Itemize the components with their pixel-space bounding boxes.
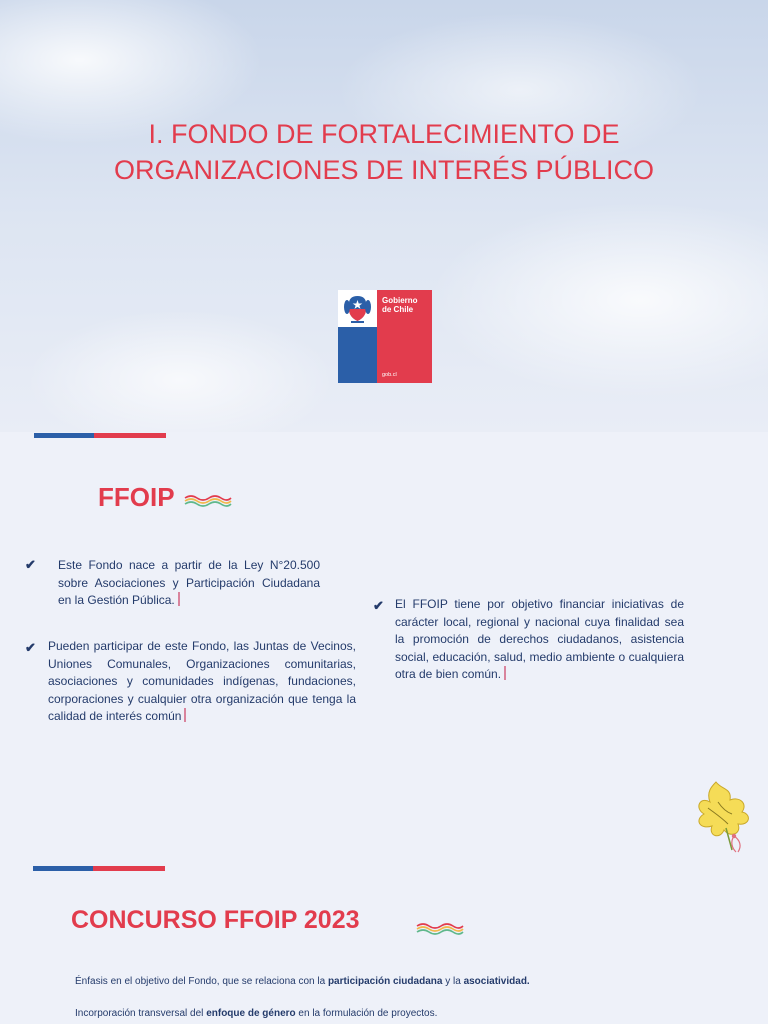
check-icon: ✔ (373, 598, 384, 613)
logo-name-line2: de Chile (382, 305, 414, 314)
coat-of-arms-icon (342, 293, 373, 324)
flag-divider-bar (34, 433, 166, 438)
ffoip-slide (0, 432, 768, 864)
bullet-fund-objective: El FFOIP tiene por objetivo financiar iniciativas de carácter local, regional y nacional cuya finalidad sea la promoción de derechos ciudadanos, asistencia social, educación, salud, medio ambiente o cualquiera otra de bien común. (395, 597, 684, 681)
ffoip-heading: FFOIP (98, 482, 175, 512)
logo-name-line1: Gobierno (382, 296, 418, 305)
title-slide (0, 0, 768, 432)
wave-decoration-icon (416, 922, 464, 936)
flag-divider-bar (33, 866, 165, 871)
flower-decoration-icon (688, 778, 758, 856)
logo-website: gob.cl (382, 372, 397, 378)
emphasis-line: Énfasis en el objetivo del Fondo, que se relaciona con la participación ciudadana y la asociatividad. (75, 976, 530, 987)
logo-blue-panel (338, 290, 377, 383)
bullet-law-origin: Este Fondo nace a partir de la Ley N°20.500 sobre Asociaciones y Participación Ciudadana en la Gestión Pública. (58, 558, 320, 607)
concurso-heading: CONCURSO FFOIP 2023 (71, 906, 360, 934)
bullet-eligible-organizations: Pueden participar de este Fondo, las Juntas de Vecinos, Uniones Comunales, Organizaciones comunitarias, asociaciones y comunidades indígenas, fundaciones, corporaciones y cualquier otra organización que tenga la calidad de interés común (48, 639, 356, 723)
check-icon: ✔ (25, 640, 36, 655)
gender-approach-line: Incorporación transversal del enfoque de género en la formulación de proyectos. (75, 1008, 438, 1019)
slide-title: I. FONDO DE FORTALECIMIENTO DE ORGANIZACIONES DE INTERÉS PÚBLICO (113, 119, 655, 185)
gobierno-de-chile-logo (338, 290, 432, 383)
wave-decoration-icon (184, 494, 232, 508)
concurso-slide (0, 864, 768, 1024)
check-icon: ✔ (25, 557, 36, 572)
logo-red-panel (377, 290, 432, 383)
